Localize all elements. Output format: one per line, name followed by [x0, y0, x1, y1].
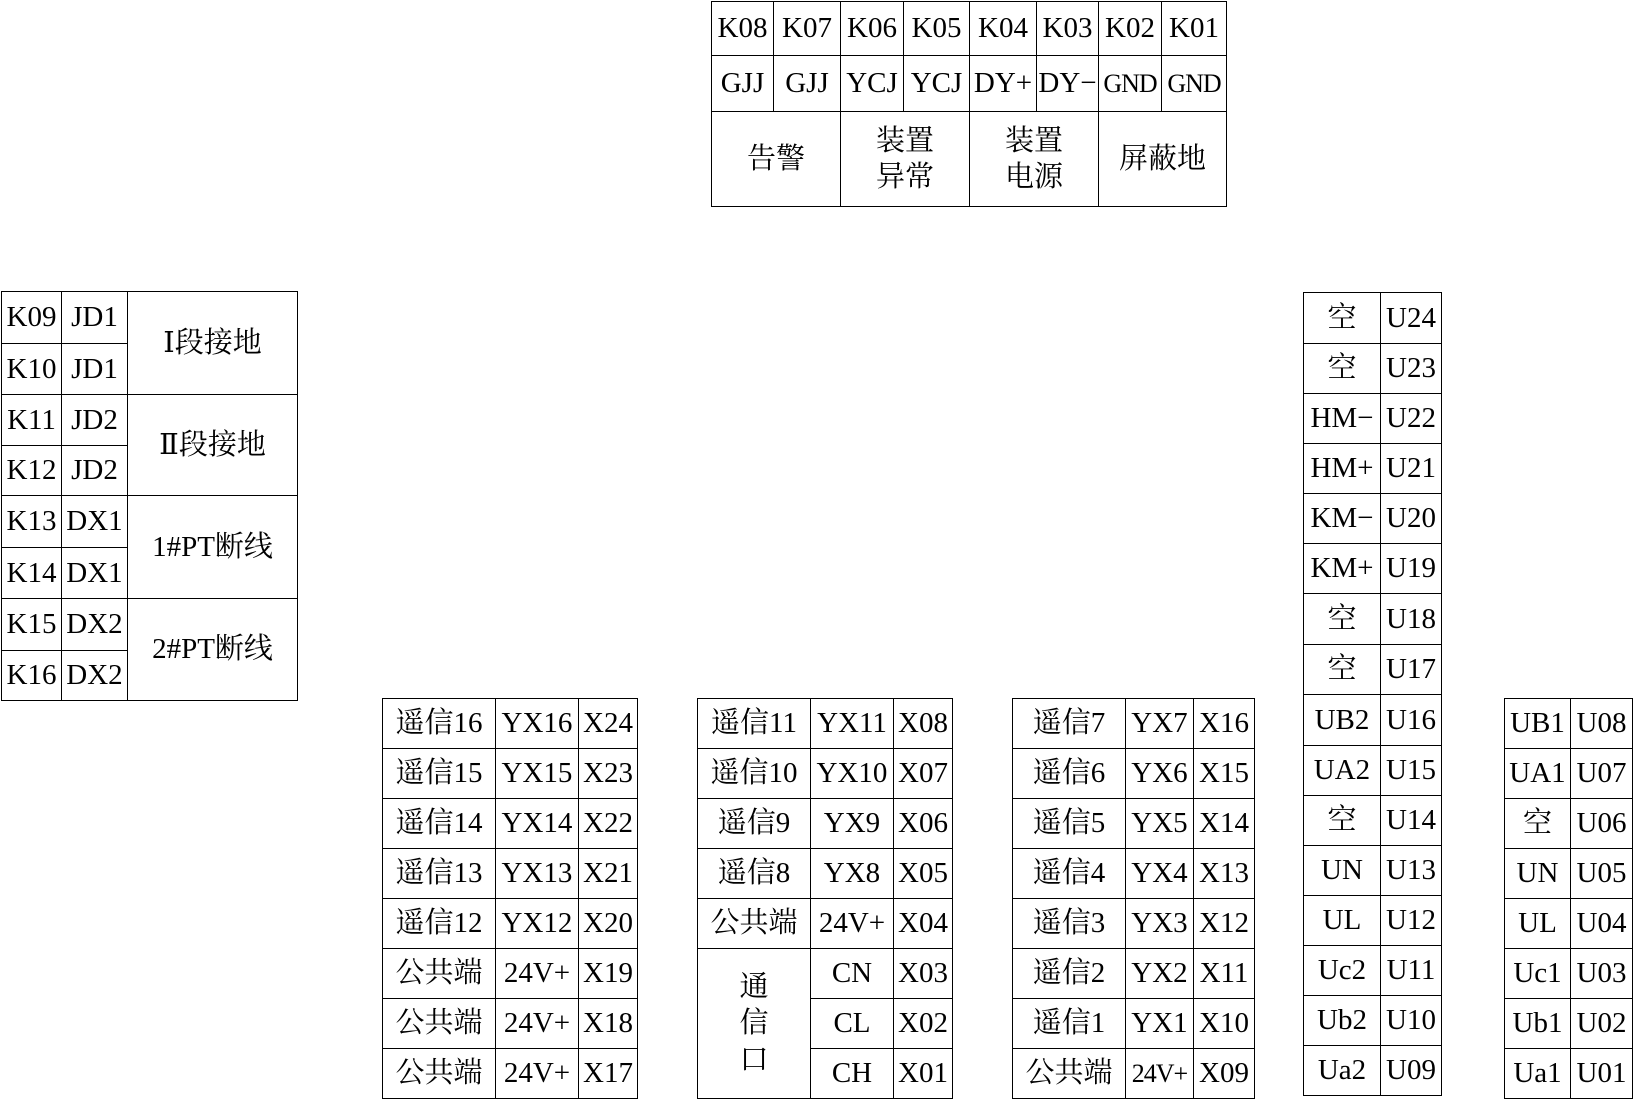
terminal-k09: K09 — [2, 292, 62, 344]
terminal-cell: U19 — [1381, 544, 1442, 594]
signal-cell: UA2 — [1304, 746, 1381, 796]
signal-cell: Uc1 — [1505, 949, 1571, 999]
signal-cell: 空 — [1505, 799, 1571, 849]
terminal-cell: X07 — [894, 749, 953, 799]
terminal-k16: K16 — [2, 651, 62, 701]
signal-cell: Ua1 — [1505, 1049, 1571, 1099]
signal-gnd: GND — [1099, 56, 1162, 112]
terminal-cell: X06 — [894, 799, 953, 849]
top-terminal-block — [711, 1, 1227, 207]
name-cell: 遥信12 — [383, 899, 496, 949]
terminal-cell: X04 — [894, 899, 953, 949]
signal-gjj: GJJ — [712, 56, 774, 112]
terminal-cell: U13 — [1381, 846, 1442, 896]
name-cell: 遥信13 — [383, 849, 496, 899]
terminal-cell: U06 — [1571, 799, 1633, 849]
signal-cell: YX5 — [1126, 799, 1194, 849]
terminal-cell: U11 — [1381, 946, 1442, 996]
signal-cell: Ub2 — [1304, 996, 1381, 1046]
signal-cell: 24V+ — [1126, 1049, 1194, 1099]
name-cell: 公共端 — [383, 949, 496, 999]
signal-cell: UL — [1505, 899, 1571, 949]
terminal-cell: U04 — [1571, 899, 1633, 949]
terminal-k07: K07 — [774, 2, 841, 56]
terminal-cell: X14 — [1194, 799, 1255, 849]
signal-cell: KM+ — [1304, 544, 1381, 594]
group-section1-ground: Ⅰ段接地 — [128, 292, 298, 395]
signal-cell: Ua2 — [1304, 1046, 1381, 1096]
signal-cell: HM+ — [1304, 444, 1381, 494]
terminal-k06: K06 — [841, 2, 904, 56]
signal-cell: Uc2 — [1304, 946, 1381, 996]
signal-cell: 空 — [1304, 344, 1381, 394]
signal-dx1: DX1 — [62, 548, 128, 599]
terminal-cell: U12 — [1381, 896, 1442, 946]
terminal-k15: K15 — [2, 599, 62, 651]
signal-cell: CH — [811, 1049, 894, 1099]
terminal-cell: X09 — [1194, 1049, 1255, 1099]
terminal-cell: X08 — [894, 699, 953, 749]
signal-cell: 空 — [1304, 645, 1381, 695]
terminal-cell: X11 — [1194, 949, 1255, 999]
signal-cell: KM− — [1304, 494, 1381, 544]
name-cell: 遥信8 — [698, 849, 811, 899]
terminal-cell: U05 — [1571, 849, 1633, 899]
k-terminal-block — [1, 291, 298, 701]
group-device-fault: 装置 异常 — [841, 112, 970, 207]
terminal-cell: U23 — [1381, 344, 1442, 394]
x-block-1-rows — [383, 699, 638, 1099]
terminal-cell: U03 — [1571, 949, 1633, 999]
terminal-cell: X20 — [579, 899, 638, 949]
signal-dx1: DX1 — [62, 496, 128, 548]
signal-cell: UN — [1505, 849, 1571, 899]
terminal-cell: X15 — [1194, 749, 1255, 799]
group-section2-ground: Ⅱ段接地 — [128, 395, 298, 496]
signal-cell: YX3 — [1126, 899, 1194, 949]
name-cell: 遥信15 — [383, 749, 496, 799]
terminal-cell: X17 — [579, 1049, 638, 1099]
signal-cell: Ub1 — [1505, 999, 1571, 1049]
terminal-cell: X18 — [579, 999, 638, 1049]
comm-port-label: 通 信 口 — [698, 949, 811, 1099]
name-cell: 公共端 — [383, 999, 496, 1049]
name-cell: 遥信9 — [698, 799, 811, 849]
name-cell: 遥信6 — [1013, 749, 1126, 799]
signal-cell: 24V+ — [496, 949, 579, 999]
terminal-cell: X19 — [579, 949, 638, 999]
name-cell: 公共端 — [698, 899, 811, 949]
signal-gjj: GJJ — [774, 56, 841, 112]
signal-cell: UN — [1304, 846, 1381, 896]
terminal-cell: X16 — [1194, 699, 1255, 749]
signal-ycj: YCJ — [904, 56, 970, 112]
terminal-cell: X22 — [579, 799, 638, 849]
u-terminal-block-1 — [1303, 292, 1442, 1096]
signal-jd1: JD1 — [62, 344, 128, 395]
signal-cell: UB1 — [1505, 699, 1571, 749]
signal-cell: UL — [1304, 896, 1381, 946]
terminal-k12: K12 — [2, 446, 62, 496]
signal-dx2: DX2 — [62, 651, 128, 701]
terminal-k10: K10 — [2, 344, 62, 395]
name-cell: 遥信11 — [698, 699, 811, 749]
signal-cell: YX15 — [496, 749, 579, 799]
signal-cell: YX8 — [811, 849, 894, 899]
signal-cell: 24V+ — [496, 1049, 579, 1099]
name-cell: 遥信4 — [1013, 849, 1126, 899]
terminal-cell: X12 — [1194, 899, 1255, 949]
name-cell: 遥信7 — [1013, 699, 1126, 749]
signal-cell: HM− — [1304, 394, 1381, 444]
terminal-cell: U09 — [1381, 1046, 1442, 1096]
signal-cell: CL — [811, 999, 894, 1049]
signal-cell: YX14 — [496, 799, 579, 849]
signal-jd2: JD2 — [62, 446, 128, 496]
terminal-cell: X13 — [1194, 849, 1255, 899]
terminal-k01: K01 — [1162, 2, 1227, 56]
signal-cell: YX12 — [496, 899, 579, 949]
signal-dy-plus: DY+ — [970, 56, 1037, 112]
terminal-cell: U02 — [1571, 999, 1633, 1049]
name-cell: 公共端 — [1013, 1049, 1126, 1099]
signal-cell: YX16 — [496, 699, 579, 749]
signal-jd1: JD1 — [62, 292, 128, 344]
terminal-k14: K14 — [2, 548, 62, 599]
terminal-cell: X01 — [894, 1049, 953, 1099]
terminal-cell: U20 — [1381, 494, 1442, 544]
terminal-k08: K08 — [712, 2, 774, 56]
x-terminal-block-2 — [697, 698, 953, 1099]
signal-cell: 空 — [1304, 293, 1381, 344]
terminal-k04: K04 — [970, 2, 1037, 56]
signal-cell: CN — [811, 949, 894, 999]
name-cell: 遥信2 — [1013, 949, 1126, 999]
name-cell: 遥信3 — [1013, 899, 1126, 949]
group-alarm: 告警 — [712, 112, 841, 207]
terminal-cell: U22 — [1381, 394, 1442, 444]
signal-cell: 空 — [1304, 594, 1381, 645]
terminal-cell: U18 — [1381, 594, 1442, 645]
x-terminal-block-1 — [382, 698, 638, 1099]
terminal-cell: U07 — [1571, 749, 1633, 799]
name-cell: 遥信1 — [1013, 999, 1126, 1049]
terminal-cell: U08 — [1571, 699, 1633, 749]
signal-cell: UA1 — [1505, 749, 1571, 799]
signal-cell: 空 — [1304, 796, 1381, 846]
terminal-cell: X10 — [1194, 999, 1255, 1049]
terminal-cell: U10 — [1381, 996, 1442, 1046]
signal-cell: YX6 — [1126, 749, 1194, 799]
name-cell: 遥信10 — [698, 749, 811, 799]
terminal-cell: X24 — [579, 699, 638, 749]
terminal-k03: K03 — [1037, 2, 1099, 56]
signal-cell: YX2 — [1126, 949, 1194, 999]
terminal-k02: K02 — [1099, 2, 1162, 56]
signal-cell: UB2 — [1304, 695, 1381, 746]
signal-ycj: YCJ — [841, 56, 904, 112]
signal-dy-minus: DY− — [1037, 56, 1099, 112]
terminal-cell: U01 — [1571, 1049, 1633, 1099]
signal-jd2: JD2 — [62, 395, 128, 446]
group-shield-ground: 屏蔽地 — [1099, 112, 1227, 207]
name-cell: 遥信14 — [383, 799, 496, 849]
terminal-cell: U16 — [1381, 695, 1442, 746]
signal-cell: YX11 — [811, 699, 894, 749]
terminal-cell: U21 — [1381, 444, 1442, 494]
group-pt1-break: 1#PT断线 — [128, 496, 298, 599]
signal-dx2: DX2 — [62, 599, 128, 651]
signal-cell: YX10 — [811, 749, 894, 799]
signal-cell: YX1 — [1126, 999, 1194, 1049]
signal-cell: YX9 — [811, 799, 894, 849]
name-cell: 公共端 — [383, 1049, 496, 1099]
signal-gnd: GND — [1162, 56, 1227, 112]
terminal-k05: K05 — [904, 2, 970, 56]
terminal-cell: X02 — [894, 999, 953, 1049]
terminal-cell: U24 — [1381, 293, 1442, 344]
terminal-k13: K13 — [2, 496, 62, 548]
terminal-cell: X05 — [894, 849, 953, 899]
signal-cell: YX13 — [496, 849, 579, 899]
name-cell: 遥信16 — [383, 699, 496, 749]
signal-cell: YX4 — [1126, 849, 1194, 899]
name-cell: 遥信5 — [1013, 799, 1126, 849]
group-pt2-break: 2#PT断线 — [128, 599, 298, 701]
terminal-k11: K11 — [2, 395, 62, 446]
signal-cell: YX7 — [1126, 699, 1194, 749]
signal-cell: 24V+ — [496, 999, 579, 1049]
signal-cell: 24V+ — [811, 899, 894, 949]
terminal-cell: U15 — [1381, 746, 1442, 796]
group-device-power: 装置 电源 — [970, 112, 1099, 207]
terminal-cell: X21 — [579, 849, 638, 899]
terminal-cell: X03 — [894, 949, 953, 999]
x-terminal-block-3 — [1012, 698, 1255, 1099]
u-terminal-block-2 — [1504, 698, 1633, 1099]
terminal-cell: U17 — [1381, 645, 1442, 695]
terminal-cell: U14 — [1381, 796, 1442, 846]
terminal-cell: X23 — [579, 749, 638, 799]
